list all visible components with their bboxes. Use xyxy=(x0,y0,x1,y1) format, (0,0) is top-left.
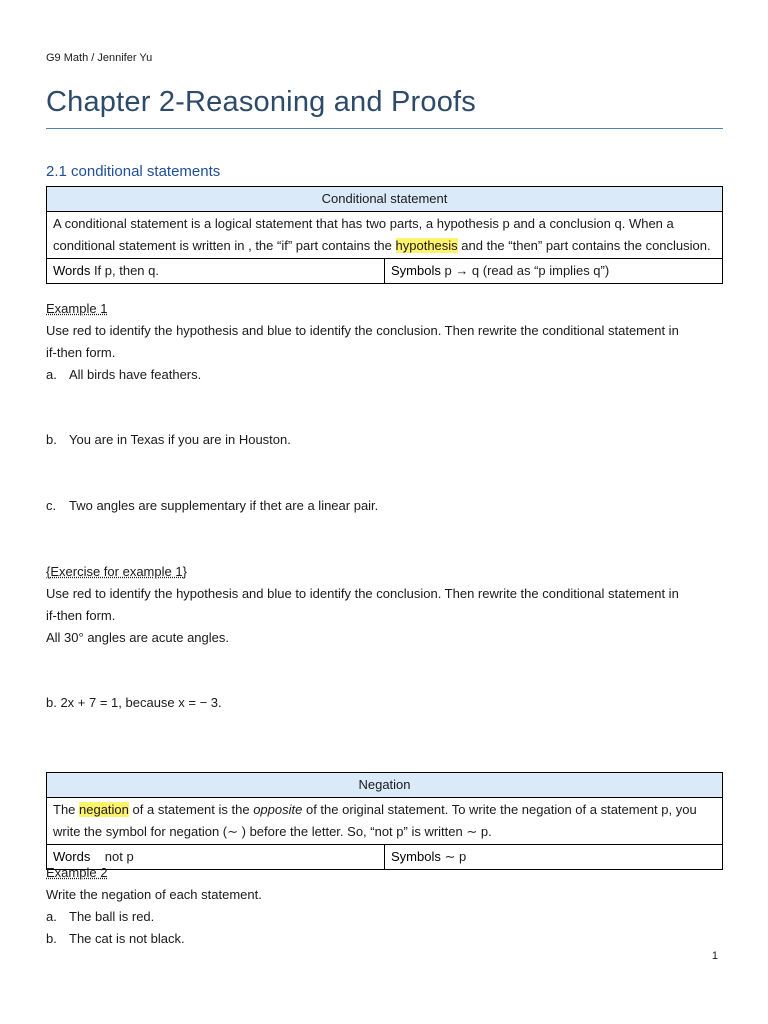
words-text: not p xyxy=(90,849,134,864)
symbols-text: p → q (read as “p implies q”) xyxy=(440,263,610,278)
item-label: a. xyxy=(46,909,57,924)
symbols-label: Symbols xyxy=(391,849,441,864)
example1-title xyxy=(46,298,107,320)
exercise1-line-b: b. 2x + 7 = 1, because x = − 3. xyxy=(46,695,222,710)
item-text: The cat is not black. xyxy=(69,931,185,946)
conditional-box-body xyxy=(47,212,723,259)
words-label: Words xyxy=(53,849,91,864)
item-text: Two angles are supplementary if thet are a linear pair. xyxy=(69,498,379,513)
conditional-body-text-2: and the “then” part contains the conclusion. xyxy=(457,238,711,253)
item-text: The ball is red. xyxy=(69,909,155,924)
example2-title-text: Example 2 xyxy=(46,865,108,880)
example2-item-b xyxy=(46,928,185,950)
example2-item-a xyxy=(46,906,154,928)
item-text: You are in Texas if you are in Houston. xyxy=(69,432,291,447)
item-label: a. xyxy=(46,367,57,382)
negation-box xyxy=(46,772,723,870)
example1-item-b xyxy=(46,429,291,451)
example1-item-c xyxy=(46,495,378,517)
example2-title xyxy=(46,862,107,884)
negation-box-heading: Negation xyxy=(47,773,723,798)
words-label: Words xyxy=(53,263,91,278)
exercise1-instruction: Use red to identify the hypothesis and blue to identify the conclusion. Then rewrite the conditional statement in if-then form. xyxy=(46,586,679,623)
item-label: b. xyxy=(46,931,57,946)
item-text: All birds have feathers. xyxy=(69,367,202,382)
symbols-label: Symbols xyxy=(391,263,441,278)
title-underline xyxy=(46,128,723,129)
example1-title-text: Example 1 xyxy=(46,301,108,316)
opposite-italic: opposite xyxy=(253,802,303,817)
conditional-words-cell xyxy=(47,259,385,284)
section-heading: 2.1 conditional statements xyxy=(46,163,221,180)
example1-instruction: Use red to identify the hypothesis and blue to identify the conclusion. Then rewrite the conditional statement in if-then form. xyxy=(46,323,679,360)
conditional-box-heading: Conditional statement xyxy=(47,187,723,212)
exercise1-title xyxy=(46,561,187,583)
example2-instruction: Write the negation of each statement. xyxy=(46,887,262,902)
conditional-statement-box xyxy=(46,186,723,284)
negation-body-text-2: of a statement is the xyxy=(128,802,254,817)
hypothesis-highlight: hypothesis xyxy=(395,238,458,253)
negation-symbols-cell xyxy=(385,845,723,870)
page-number: 1 xyxy=(711,950,718,962)
page-title: Chapter 2-Reasoning and Proofs xyxy=(46,86,476,118)
negation-body-pre: The xyxy=(53,802,80,817)
negation-box-body xyxy=(47,798,723,845)
exercise1-line-a: All 30° angles are acute angles. xyxy=(46,630,229,645)
exercise1-title-text: {Exercise for example 1} xyxy=(46,564,187,579)
words-text: If p, then q. xyxy=(90,263,159,278)
item-label: c. xyxy=(46,498,57,513)
conditional-body-text-1: A conditional statement is a logical statement that has two parts, a hypothesis p and a conclusion q. When a conditional statement is written in , the “if” part contains the xyxy=(53,216,674,253)
negation-body-text-3: of the original statement. To write the negation of a statement p, you write the symbol for negation (∼ ) before the letter. So, “not p” is written ∼ p. xyxy=(53,802,697,839)
document-header: G9 Math / Jennifer Yu xyxy=(46,52,153,64)
negation-highlight: negation xyxy=(79,802,129,817)
symbols-text: ∼ p xyxy=(440,849,467,864)
conditional-symbols-cell xyxy=(385,259,723,284)
example1-item-a xyxy=(46,364,201,386)
item-label: b. xyxy=(46,432,57,447)
